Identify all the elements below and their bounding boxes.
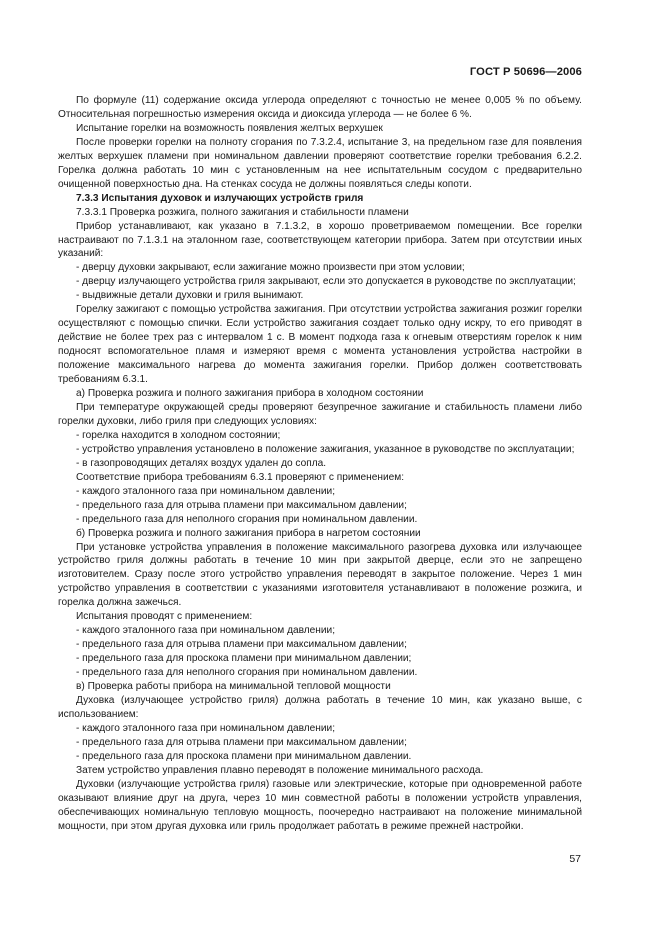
paragraph: - дверцу духовки закрывают, если зажигание можно произвести при этом условии; [76, 262, 465, 274]
paragraph: - дверцу излучающего устройства гриля закрывают, если это допускается в руководстве по эксплуатации; [76, 276, 576, 288]
paragraph: а) Проверка розжига и полного зажигания прибора в холодном состоянии [76, 388, 424, 400]
paragraph: - предельного газа для отрыва пламени при максимальном давлении; [76, 499, 407, 511]
paragraph: - каждого эталонного газа при номинальном давлении; [76, 485, 336, 497]
paragraph: - каждого эталонного газа при номинальном давлении; [76, 722, 336, 734]
paragraph: - предельного газа для неполного сгорания при номинальном давлении. [76, 667, 418, 679]
paragraph: - выдвижные детали духовки и гриля вынимают. [76, 290, 304, 302]
paragraph: - предельного газа для проскока пламени при минимальном давлении; [76, 653, 412, 665]
paragraph: Испытания проводят с применением: [76, 611, 253, 623]
paragraph: - предельного газа для отрыва пламени при максимальном давлении; [76, 639, 407, 651]
paragraph: 7.3.3.1 Проверка розжига, полного зажигания и стабильности пламени [76, 206, 409, 218]
paragraph: 7.3.3 Испытания духовок и излучающих устройств гриля [76, 192, 364, 204]
paragraph: Испытание горелки на возможность появления желтых верхушек [76, 122, 383, 134]
paragraph: - устройство управления установлено в положение зажигания, указанное в руководстве по эксплуатации; [76, 443, 575, 455]
paragraph: - каждого эталонного газа при номинальном давлении; [76, 625, 336, 637]
standard-number: ГОСТ Р 50696—2006 [469, 66, 582, 78]
document-body [58, 94, 582, 834]
paragraph: При установке устройства управления в положение максимального разогрева духовка или излучающее устройство гриля должны работать в течение 10 мин при закрытой дверце, если это не запрещено изготовителем. Сразу после этого устройство управления переводят в закрытое положение. Через 1 мин устройство управления в соответствии с указаниями изготовителя устанавливают в положение розжига, и горелка должна зажечься. [58, 541, 582, 609]
paragraph: Соответствие прибора требованиям 6.3.1 проверяют с применением: [76, 471, 405, 483]
page-number: 57 [569, 853, 581, 865]
paragraph: - предельного газа для отрыва пламени при максимальном давлении; [76, 736, 407, 748]
paragraph: После проверки горелки на полноту сгорания по 7.3.2.4, испытание 3, на предельном газе для появления желтых верхушек пламени при номинальном давлении проверяют соответствие горелки требования 6.2.2. Горелка должна работать 10 мин с установленным на нее испытательным сосудом с предварительно очищенной поверхностью дна. На стенках сосуда не должны появляться следы копоти. [58, 136, 582, 190]
paragraph: в) Проверка работы прибора на минимальной тепловой мощности [76, 681, 391, 693]
paragraph: Духовка (излучающее устройство гриля) должна работать в течение 10 мин, как указано выше, с использованием: [58, 694, 582, 720]
paragraph: б) Проверка розжига и полного зажигания прибора в нагретом состоянии [76, 527, 421, 539]
paragraph: - предельного газа для проскока пламени при минимальном давлении. [76, 750, 412, 762]
paragraph: - горелка находится в холодном состоянии; [76, 429, 281, 441]
paragraph: Затем устройство управления плавно переводят в положение минимального расхода. [76, 764, 484, 776]
paragraph: - в газопроводящих деталях воздух удален до сопла. [76, 457, 327, 469]
paragraph: Духовки (излучающие устройства гриля) газовые или электрические, которые при одновременной работе оказывают влияние друг на друга, через 10 мин совместной работы в положении устройств управления, обеспечивающих номинальную тепловую мощность, поочередно настраивают на положение минимальной мощности, при этом другая духовка или гриль продолжает работать в режиме прежней настройки. [58, 778, 582, 832]
paragraph: По формуле (11) содержание оксида углерода определяют с точностью не менее 0,005 % по объему. Относительная погрешностью измерения оксида и диоксида углерода — не более 6 %. [58, 95, 582, 120]
paragraph: Горелку зажигают с помощью устройства зажигания. При отсутствии устройства зажигания розжиг горелки осуществляют с помощью спички. Если устройство зажигания создает только одну искру, то его приводят в действие не более трех раз с интервалом 1 с. В момент подхода газа к огневым отверстиям горелок к ним подносят вспомогательное пламя и измеряют время с момента установления устройства настройки в положение максимального нагрева до момента зажигания горелки. Прибор должен соответствовать требованиям 6.3.1. [58, 304, 582, 386]
paragraph: - предельного газа для неполного сгорания при номинальном давлении. [76, 513, 418, 525]
paragraph: При температуре окружающей среды проверяют безупречное зажигание и стабильность пламени либо горелки духовки, либо гриля при следующих условиях: [58, 401, 582, 427]
paragraph: Прибор устанавливают, как указано в 7.1.3.2, в хорошо проветриваемом помещении. Все горелки настраивают по 7.1.3.1 на эталонном газе, соответствующем категории прибора. Затем при отсутствии иных указаний: [58, 220, 582, 260]
